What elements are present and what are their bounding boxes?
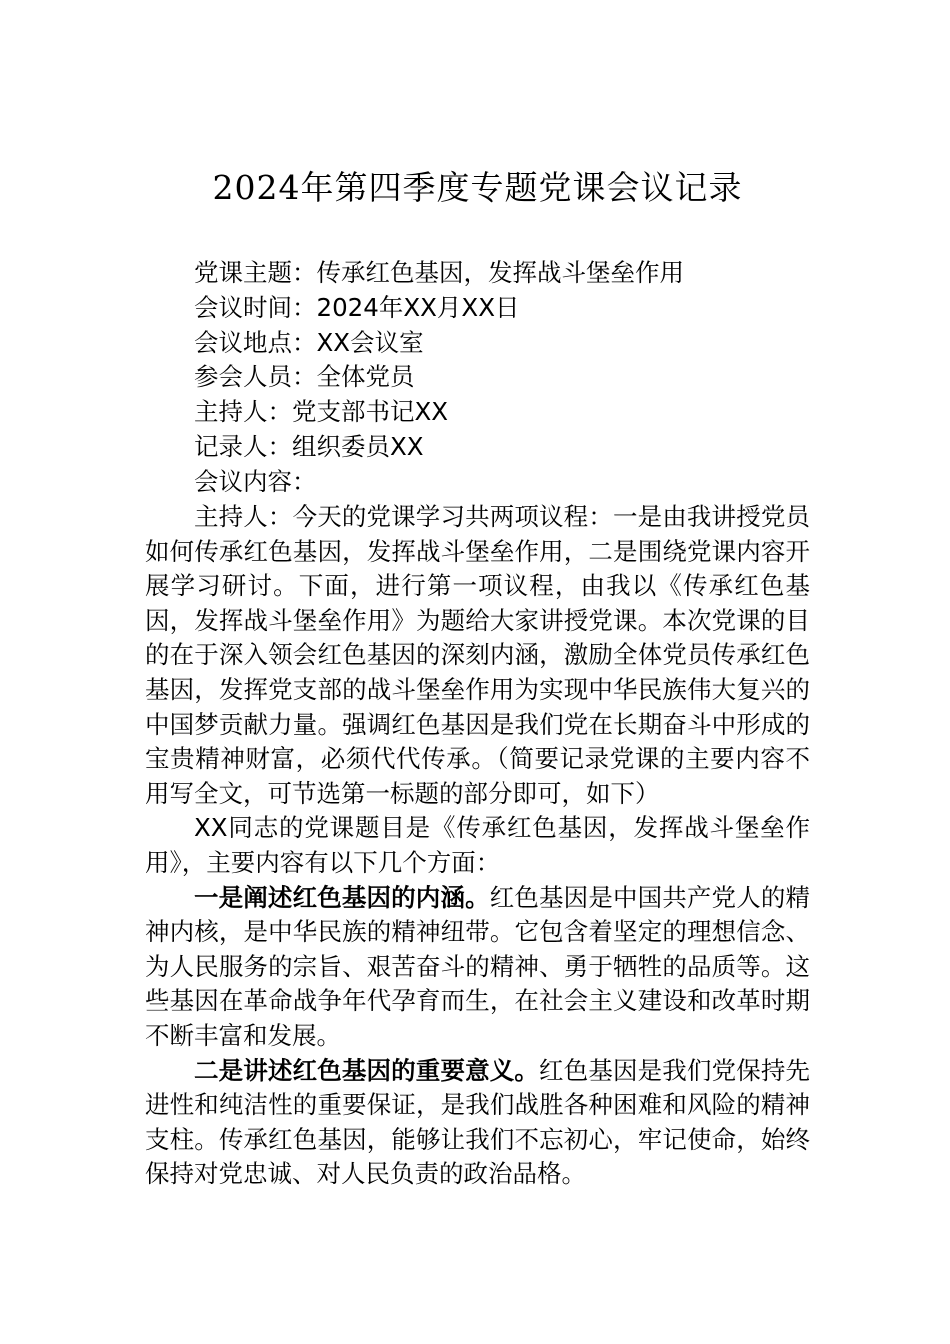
paragraph-text: XX同志的党课题目是《传承红色基因，发挥战斗堡垒作用》，主要内容有以下几个方面： <box>145 813 810 877</box>
paragraph-point-two <box>145 1054 810 1192</box>
meta-host <box>145 395 810 430</box>
meta-value: 全体党员 <box>316 362 415 392</box>
meta-value: 2024年XX月XX日 <box>316 292 520 322</box>
paragraph-lead: 一是阐述红色基因的内涵。 <box>194 882 490 912</box>
paragraph-lead: 二是讲述红色基因的重要意义。 <box>194 1055 540 1085</box>
meeting-info <box>145 256 810 500</box>
meta-value: 传承红色基因，发挥战斗堡垒作用 <box>316 258 684 287</box>
paragraph-point-one <box>145 881 810 1054</box>
paragraph-host-intro <box>145 500 810 811</box>
meta-label: 会议时间： <box>194 292 317 322</box>
meta-value: XX会议室 <box>316 327 424 357</box>
meta-label: 党课主题： <box>194 258 317 287</box>
meta-location <box>145 326 810 361</box>
meta-label: 记录人： <box>194 431 292 461</box>
meta-recorder <box>145 430 810 465</box>
meta-value: 组织委员XX <box>292 431 424 461</box>
document-title: 2024年第四季度专题党课会议记录 <box>212 168 743 207</box>
meta-label: 会议内容： <box>194 466 317 496</box>
meta-label: 主持人： <box>194 397 292 427</box>
paragraph-text: 红色基因是中国共产党人的精神内核，是中华民族的精神纽带。它包含着坚定的理想信念、为人民服务的宗旨、艰苦奋斗的精神、勇于牺牲的品质等。这些基因在革命战争年代孕育而生，在社会主义建设和改革时期不断丰富和发展。 <box>145 882 810 1050</box>
paragraph-topic-summary <box>145 811 810 880</box>
paragraph-text: 主持人：今天的党课学习共两项议程：一是由我讲授党员如何传承红色基因，发挥战斗堡垒作用，二是围绕党课内容开展学习研讨。下面，进行第一项议程，由我以《传承红色基因，发挥战斗堡垒作用》为题给大家讲授党课。本次党课的目的在于深入领会红色基因的深刻内涵，激励全体党员传承红色基因，发挥党支部的战斗堡垒作用为实现中华民族伟大复兴的中国梦贡献力量。强调红色基因是我们党在长期奋斗中形成的宝贵精神财富，必须代代传承。（简要记录党课的主要内容不用写全文，可节选第一标题的部分即可，如下） <box>145 502 810 808</box>
document-page <box>145 0 810 1344</box>
document-body <box>145 500 810 1192</box>
meta-time <box>145 291 810 326</box>
paragraph-text: 红色基因是我们党保持先进性和纯洁性的重要保证，是我们战胜各种困难和风险的精神支柱。传承红色基因，能够让我们不忘初心，牢记使命，始终保持对党忠诚、对人民负责的政治品格。 <box>145 1055 811 1189</box>
meta-attendees <box>145 360 810 395</box>
meta-content <box>145 465 810 500</box>
meta-label: 参会人员： <box>194 362 317 392</box>
meta-label: 会议地点： <box>194 327 317 357</box>
meta-value: 党支部书记XX <box>292 397 449 427</box>
meta-topic <box>145 256 810 291</box>
